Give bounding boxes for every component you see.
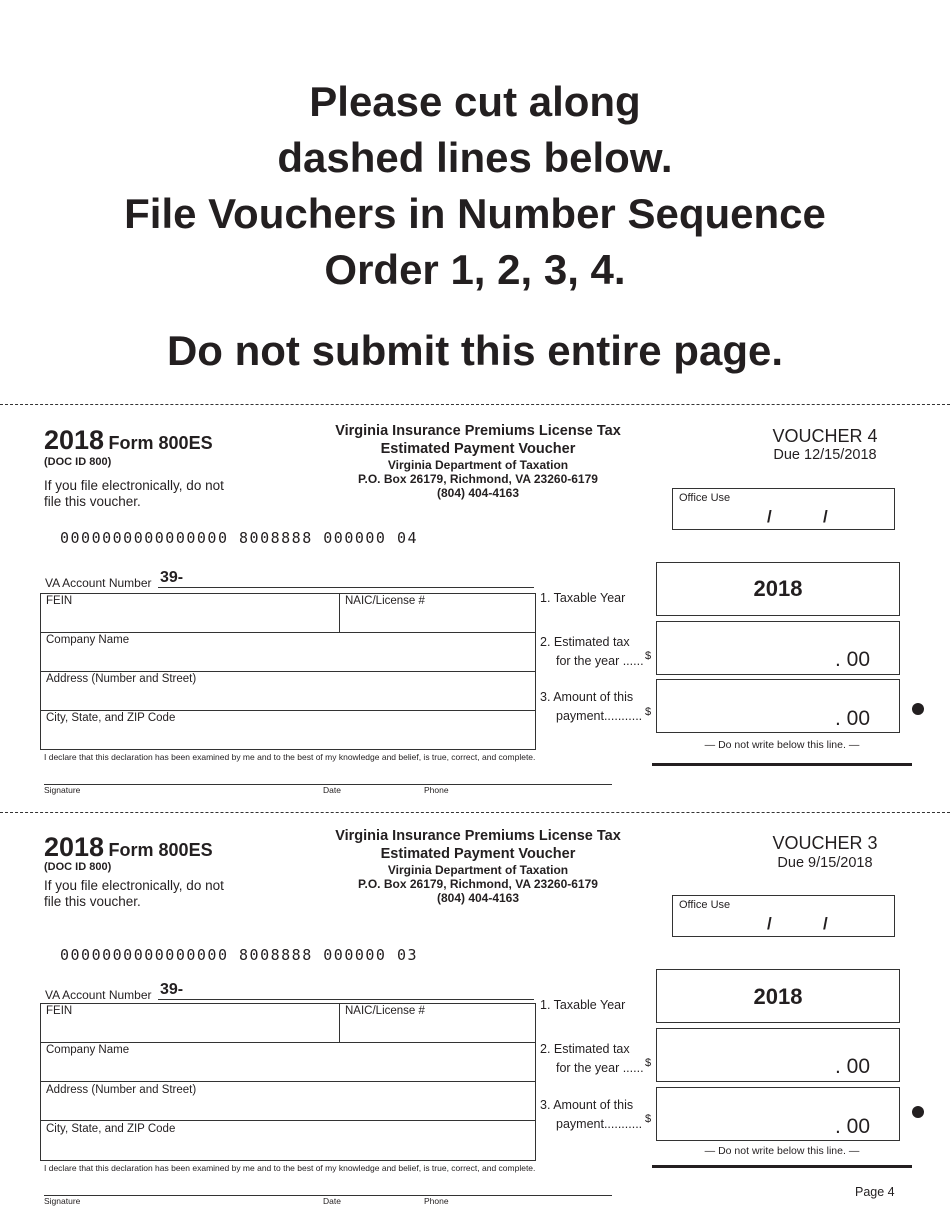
payment-amount-box[interactable] <box>656 679 900 733</box>
efile-note-line-2: file this voucher. <box>44 894 141 909</box>
efile-note <box>44 878 254 910</box>
instruction-line-4: Order 1, 2, 3, 4. <box>324 246 626 293</box>
naic-field[interactable]: NAIC/License # <box>345 1005 425 1017</box>
va-account-label: VA Account Number <box>45 988 152 1002</box>
department: Virginia Department of Taxation <box>387 863 569 877</box>
office-use-label: Office Use <box>679 492 731 504</box>
payment-amount-box[interactable] <box>656 1087 900 1141</box>
line-1-label: 1. Taxable Year <box>540 998 626 1012</box>
efile-note-line-1: If you file electronically, do not <box>44 878 224 893</box>
city-state-zip-field[interactable]: City, State, and ZIP Code <box>46 712 176 724</box>
form-title <box>44 832 213 863</box>
line-3-label-cont: payment........... <box>556 1117 643 1131</box>
estimated-tax-cents: . 00 <box>835 648 871 671</box>
company-name-field[interactable]: Company Name <box>46 634 130 646</box>
street-address-field[interactable]: Address (Number and Street) <box>46 673 197 685</box>
instruction-line-2: dashed lines below. <box>277 134 673 181</box>
phone-label: Phone <box>424 1196 449 1206</box>
grid-divider <box>339 1003 340 1042</box>
estimated-tax-cents: . 00 <box>835 1055 871 1078</box>
signature-label: Signature <box>44 785 81 795</box>
voucher-header <box>298 827 658 905</box>
department-phone: (804) 404-4163 <box>436 891 520 905</box>
voucher-title: Estimated Payment Voucher <box>380 441 576 457</box>
efile-note <box>44 478 254 510</box>
taxable-year-box[interactable] <box>656 969 900 1023</box>
taxable-year-box[interactable] <box>656 562 900 616</box>
taxable-year-value: 2018 <box>753 984 803 1009</box>
grid-divider <box>40 671 535 672</box>
fein-field[interactable]: FEIN <box>46 595 73 607</box>
office-use-box <box>672 488 895 530</box>
do-not-write-note: — Do not write below this line. — <box>704 739 860 751</box>
line-3-label-cont: payment........... <box>556 709 643 723</box>
dollar-sign: $ <box>645 706 652 718</box>
va-account-prefix: 39- <box>160 981 184 998</box>
estimated-tax-box[interactable] <box>656 621 900 675</box>
page-number: Page 4 <box>855 1185 895 1199</box>
estimated-tax-box[interactable] <box>656 1028 900 1082</box>
office-use-slash: / <box>823 914 828 933</box>
mailing-address: P.O. Box 26179, Richmond, VA 23260-6179 <box>358 472 598 486</box>
taxable-year-value: 2018 <box>753 576 803 601</box>
office-use-label: Office Use <box>679 899 731 911</box>
instruction-line-5: Do not submit this entire page. <box>166 327 784 374</box>
efile-note-line-1: If you file electronically, do not <box>44 478 224 493</box>
office-use-box <box>672 895 895 937</box>
do-not-write-line <box>652 763 912 766</box>
phone-label: Phone <box>424 785 449 795</box>
mailing-address: P.O. Box 26179, Richmond, VA 23260-6179 <box>358 877 598 891</box>
efile-note-line-2: file this voucher. <box>44 494 141 509</box>
office-use-slash: / <box>823 507 828 526</box>
voucher-header <box>298 422 658 500</box>
instruction-line-3: File Vouchers in Number Sequence <box>124 190 826 237</box>
form-year: 2018 <box>44 832 105 862</box>
grid-divider <box>40 632 535 633</box>
date-label: Date <box>323 785 341 795</box>
grid-divider <box>339 593 340 632</box>
company-name-field[interactable]: Company Name <box>46 1044 130 1056</box>
taxpayer-info-grid <box>40 1003 536 1161</box>
cut-line <box>0 404 950 405</box>
instruction-line-1: Please cut along <box>309 78 641 125</box>
due-date: Due 12/15/2018 <box>773 447 877 463</box>
va-account-prefix: 39- <box>160 569 184 586</box>
declaration: I declare that this declaration has been examined by me and to the best of my knowledge and belief, is true, correct, and complete. <box>44 1163 536 1173</box>
grid-divider <box>40 1120 535 1121</box>
office-use-slash: / <box>767 507 772 526</box>
payment-amount-cents: . 00 <box>835 707 871 730</box>
doc-id: (DOC ID 800) <box>44 861 112 873</box>
department: Virginia Department of Taxation <box>387 458 569 472</box>
department-phone: (804) 404-4163 <box>436 486 520 500</box>
do-not-write-line <box>652 1165 912 1168</box>
va-account-field[interactable] <box>158 999 534 1000</box>
line-2-label: 2. Estimated tax <box>540 635 630 649</box>
voucher-number: VOUCHER 4 <box>772 426 878 446</box>
fein-field[interactable]: FEIN <box>46 1005 73 1017</box>
signature-label: Signature <box>44 1196 81 1206</box>
va-account-label: VA Account Number <box>45 576 152 590</box>
form-title <box>44 425 213 456</box>
dollar-sign: $ <box>645 650 652 662</box>
line-3-label: 3. Amount of this <box>540 690 634 704</box>
do-not-write-note: — Do not write below this line. — <box>704 1145 860 1157</box>
grid-divider <box>40 1081 535 1082</box>
cut-line <box>0 812 950 813</box>
voucher-number: VOUCHER 3 <box>772 833 878 853</box>
va-account-field[interactable] <box>158 587 534 588</box>
payment-amount-cents: . 00 <box>835 1115 871 1138</box>
voucher-4 <box>0 410 950 820</box>
line-3-label: 3. Amount of this <box>540 1098 634 1112</box>
declaration: I declare that this declaration has been examined by me and to the best of my knowledge and belief, is true, correct, and complete. <box>44 752 536 762</box>
voucher-3 <box>0 817 950 1227</box>
registration-dot <box>912 703 924 715</box>
grid-divider <box>40 710 535 711</box>
scan-line: 0000000000000000 8008888 000000 03 <box>60 946 419 964</box>
line-2-label: 2. Estimated tax <box>540 1042 630 1056</box>
form-name: Form 800ES <box>108 840 213 860</box>
office-use-slash: / <box>767 914 772 933</box>
grid-divider <box>40 1042 535 1043</box>
dollar-sign: $ <box>645 1057 652 1069</box>
tax-title: Virginia Insurance Premiums License Tax <box>335 828 621 844</box>
line-2-label-cont: for the year ...... <box>556 1061 644 1075</box>
due-date: Due 9/15/2018 <box>777 855 873 871</box>
city-state-zip-field[interactable]: City, State, and ZIP Code <box>46 1123 176 1135</box>
street-address-field[interactable]: Address (Number and Street) <box>46 1084 197 1096</box>
voucher-title: Estimated Payment Voucher <box>380 846 576 862</box>
dollar-sign: $ <box>645 1113 652 1125</box>
line-1-label: 1. Taxable Year <box>540 591 626 605</box>
form-year: 2018 <box>44 425 105 455</box>
date-label: Date <box>323 1196 341 1206</box>
naic-field[interactable]: NAIC/License # <box>345 595 425 607</box>
registration-dot <box>912 1106 924 1118</box>
scan-line: 0000000000000000 8008888 000000 04 <box>60 529 419 547</box>
doc-id: (DOC ID 800) <box>44 456 112 468</box>
line-2-label-cont: for the year ...... <box>556 654 644 668</box>
tax-title: Virginia Insurance Premiums License Tax <box>335 423 621 439</box>
form-name: Form 800ES <box>108 433 213 453</box>
